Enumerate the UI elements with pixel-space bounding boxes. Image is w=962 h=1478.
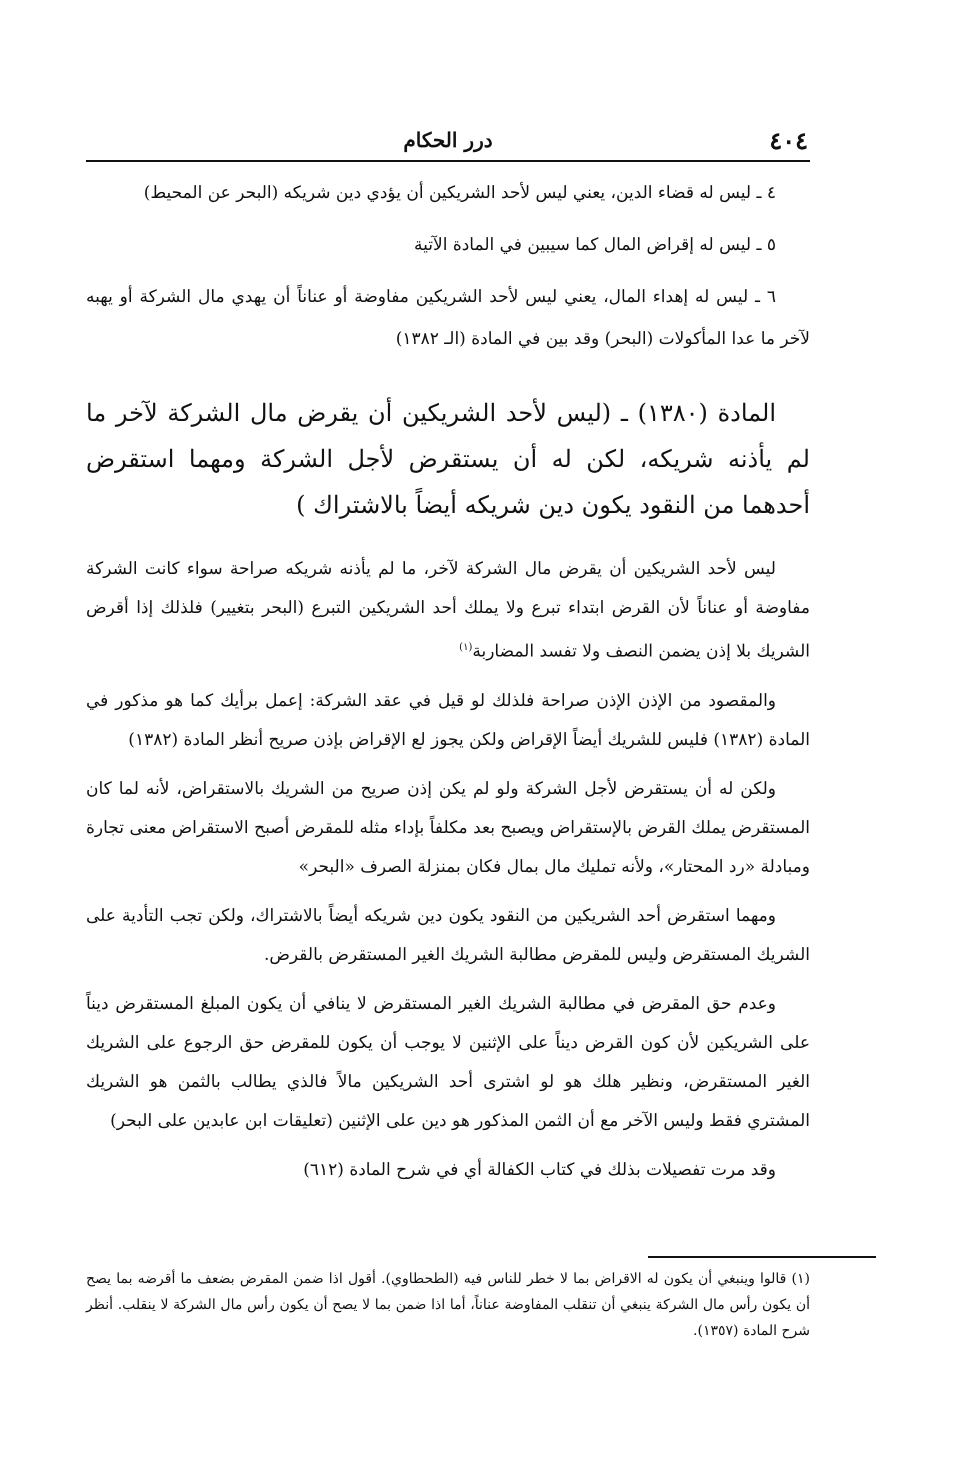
paragraph	[86, 550, 810, 672]
footnote-marker: (١)	[459, 642, 473, 653]
list-item: ٥ ـ ليس له إقراض المال كما سيبين في المادة الآتية	[414, 235, 776, 255]
paragraph: وعدم حق المقرض في مطالبة الشريك الغير المستقرض لا ينافي أن يكون المبلغ المستقرض ديناً على الشريكين لأن كون القرض ديناً على الإثنين لا يوجب أن يكون للمقرض حق الرجوع على الشريك الغير المستقرض، ونظير هلك هو لو اشترى أحد الشريكين مالاً فالذي يطالب بالثمن هو الشريك المشتري فقط وليس الآخر مع أن الثمن المذكور هو دين على الإثنين (تعليقات ابن عابدين على البحر)	[86, 993, 810, 1131]
footnote: (١) قالوا وينبغي أن يكون له الاقراض بما لا خطر للناس فيه (الطحطاوي). أقول اذا ضمن المقرض بضعف ما أقرضه بما يصح أن يكون رأس مال الشركة ينبغي أن تنقلب المفاوضة عناناً، أما اذا ضمن بما لا يصح أن يكون رأس مال الشركة لا ينقلب. أنظر شرح المادة (١٣٥٧).	[86, 1271, 810, 1339]
page-header	[86, 126, 810, 162]
paragraph: ومهما استقرض أحد الشريكين من النقود يكون دين شريكه أيضاً بالاشتراك، ولكن تجب التأدية على الشريك المستقرض وليس للمقرض مطالبة الشريك الغير المستقرض بالقرض.	[86, 905, 810, 965]
list-item: ٤ ـ ليس له قضاء الدين، يعني ليس لأحد الشريكين أن يؤدي دين شريكه (البحر عن المحيط)	[143, 183, 776, 203]
list-item: ٦ ـ ليس له إهداء المال، يعني ليس لأحد الشريكين مفاوضة أو عناناً أن يهدي مال الشركة أو يهبه لآخر ما عدا المأكولات (البحر) وقد بين في المادة (الـ ١٣٨٢)	[86, 287, 810, 349]
paragraph-text: ليس لأحد الشريكين أن يقرض مال الشركة لآخر، ما لم يأذنه شريكه صراحة سواء كانت الشركة مفاوضة أو عناناً لأن القرض ابتداء تبرع ولا يملك أحد الشريكين التبرع (البحر بتغيير) فلذلك إذا أقرض الشريك بلا إذن يضمن النصف ولا تفسد المضاربة	[86, 559, 810, 662]
page-number: ٤٠٤	[769, 126, 808, 155]
paragraph: ولكن له أن يستقرض لأجل الشركة ولو لم يكن إذن صريح من الشريك بالاستقراض، لأنه لما كان المستقرض يملك القرض بالإستقراض ويصبح بعد مكلفاً بإداء مثله للمقرض أصبح الاستقراض معنى تجارة ومبادلة «رد المحتار»، ولأنه تمليك مال بمال فكان بمنزلة الصرف «البحر»	[86, 778, 810, 877]
footnote-divider	[648, 1256, 876, 1258]
page-body	[86, 172, 810, 1200]
running-title: درر الحكام	[403, 128, 493, 152]
article-heading: المادة (١٣٨٠) ـ (ليس لأحد الشريكين أن يقرض مال الشركة لآخر ما لم يأذنه شريكه، لكن له أن يستقرض لأجل الشركة ومهما استقرض أحدهما من النقود يكون دين شريكه أيضاً بالاشتراك )	[86, 399, 810, 519]
paragraph: والمقصود من الإذن الإذن صراحة فلذلك لو قيل في عقد الشركة: إعمل برأيك كما هو مذكور في المادة (١٣٨٢) فليس للشريك أيضاً الإقراض ولكن يجوز لع الإقراض بإذن صريح أنظر المادة (١٣٨٢)	[86, 690, 810, 750]
paragraph: وقد مرت تفصيلات بذلك في كتاب الكفالة أي في شرح المادة (٦١٢)	[303, 1159, 776, 1180]
